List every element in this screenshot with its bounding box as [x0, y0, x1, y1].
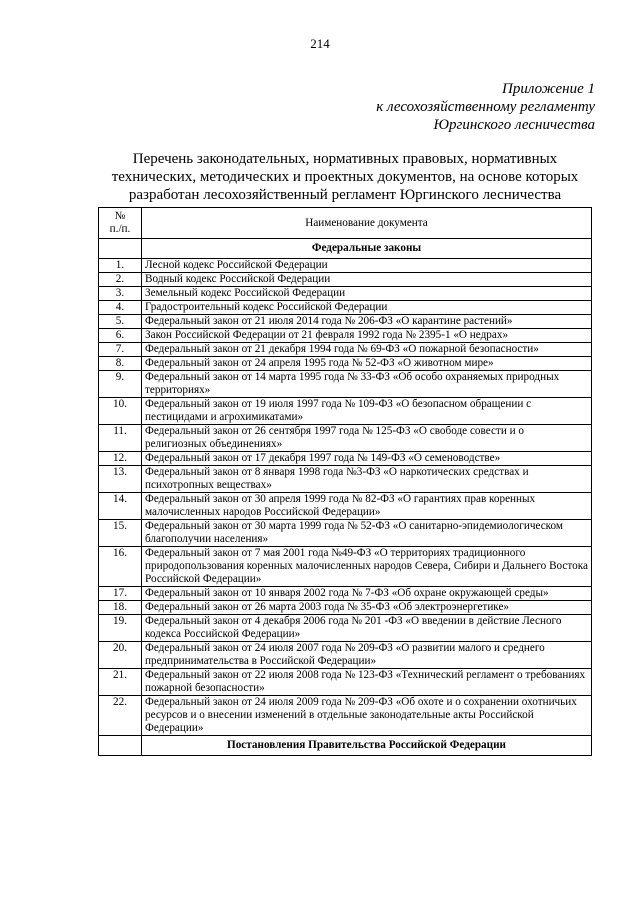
section-title: Постановления Правительства Российской Федерации — [142, 736, 592, 756]
table-row — [99, 696, 592, 736]
document-name: Федеральный закон от 24 июля 2007 года № 209-ФЗ «О развитии малого и среднего предпринимательства в Российской Федерации» — [142, 642, 592, 669]
row-number: 14. — [99, 493, 142, 520]
row-number: 11. — [99, 425, 142, 452]
table-body — [99, 239, 592, 756]
section-number-cell — [99, 239, 142, 259]
table-row — [99, 452, 592, 466]
title-line-2: технических, методических и проектных документов, на основе которых — [111, 169, 579, 185]
table-row — [99, 601, 592, 615]
column-header-name: Наименование документа — [142, 208, 592, 239]
table-header-row — [99, 208, 592, 239]
document-name: Федеральный закон от 30 марта 1999 года № 52-ФЗ «О санитарно-эпидемиологическом благополучии населения» — [142, 520, 592, 547]
section-row-government-decrees — [99, 736, 592, 756]
document-name: Федеральный закон от 4 декабря 2006 года № 201 -ФЗ «О введении в действие Лесного кодекса Российской Федерации» — [142, 615, 592, 642]
document-name: Федеральный закон от 24 апреля 1995 года № 52-ФЗ «О животном мире» — [142, 357, 592, 371]
document-name: Федеральный закон от 7 мая 2001 года №49-ФЗ «О территориях традиционного природопользования коренных малочисленных народов Севера, Сибири и Дальнего Востока Российской Федерации» — [142, 547, 592, 587]
appendix-line-3: Юргинского лесничества — [433, 117, 595, 133]
section-row-federal-laws — [99, 239, 592, 259]
appendix-note — [376, 80, 595, 134]
row-number: 2. — [99, 273, 142, 287]
document-name: Федеральный закон от 14 марта 1995 года № 33-ФЗ «Об особо охраняемых природных территориях» — [142, 371, 592, 398]
document-name: Лесной кодекс Российской Федерации — [142, 259, 592, 273]
row-number: 15. — [99, 520, 142, 547]
row-number: 20. — [99, 642, 142, 669]
table-row — [99, 371, 592, 398]
section-title: Федеральные законы — [142, 239, 592, 259]
document-name: Закон Российской Федерации от 21 февраля 1992 года № 2395-1 «О недрах» — [142, 329, 592, 343]
document-name: Водный кодекс Российской Федерации — [142, 273, 592, 287]
table-row — [99, 466, 592, 493]
title-line-1: Перечень законодательных, нормативных правовых, нормативных — [132, 151, 558, 167]
document-name: Федеральный закон от 17 декабря 1997 года № 149-ФЗ «О семеноводстве» — [142, 452, 592, 466]
document-name: Федеральный закон от 26 сентября 1997 года № 125-ФЗ «О свободе совести и о религиозных объединениях» — [142, 425, 592, 452]
row-number: 19. — [99, 615, 142, 642]
row-number: 12. — [99, 452, 142, 466]
appendix-line-2: к лесохозяйственному регламенту — [376, 99, 595, 115]
row-number: 22. — [99, 696, 142, 736]
document-name: Федеральный закон от 21 декабря 1994 года № 69-ФЗ «О пожарной безопасности» — [142, 343, 592, 357]
document-name: Градостроительный кодекс Российской Федерации — [142, 301, 592, 315]
table-row — [99, 329, 592, 343]
row-number: 5. — [99, 315, 142, 329]
column-header-number-line-1: № — [114, 210, 126, 222]
column-header-number-line-2: п./п. — [109, 223, 131, 235]
document-name: Федеральный закон от 10 января 2002 года № 7-ФЗ «Об охране окружающей среды» — [142, 587, 592, 601]
row-number: 7. — [99, 343, 142, 357]
document-name: Земельный кодекс Российской Федерации — [142, 287, 592, 301]
row-number: 6. — [99, 329, 142, 343]
table-row — [99, 343, 592, 357]
row-number: 9. — [99, 371, 142, 398]
table-row — [99, 273, 592, 287]
title-line-3: разработан лесохозяйственный регламент Юргинского лесничества — [128, 187, 562, 203]
row-number: 13. — [99, 466, 142, 493]
document-name: Федеральный закон от 19 июля 1997 года № 109-ФЗ «О безопасном обращении с пестицидами и агрохимикатами» — [142, 398, 592, 425]
table-row — [99, 520, 592, 547]
document-name: Федеральный закон от 8 января 1998 года №3-ФЗ «О наркотических средствах и психотропных веществах» — [142, 466, 592, 493]
table-row — [99, 615, 592, 642]
table-row — [99, 398, 592, 425]
row-number: 8. — [99, 357, 142, 371]
table-row — [99, 669, 592, 696]
table-row — [99, 301, 592, 315]
column-header-number — [99, 208, 142, 239]
document-title — [98, 150, 592, 204]
document-name: Федеральный закон от 30 апреля 1999 года № 82-ФЗ «О гарантиях прав коренных малочисленных народов Российской Федерации» — [142, 493, 592, 520]
row-number: 1. — [99, 259, 142, 273]
appendix-line-1: Приложение 1 — [502, 81, 595, 97]
table-row — [99, 357, 592, 371]
documents-table — [98, 207, 592, 756]
table-row — [99, 642, 592, 669]
table-row — [99, 493, 592, 520]
page-number: 214 — [310, 36, 330, 51]
document-name: Федеральный закон от 21 июля 2014 года № 206-ФЗ «О карантине растений» — [142, 315, 592, 329]
table-row — [99, 425, 592, 452]
row-number: 16. — [99, 547, 142, 587]
section-number-cell — [99, 736, 142, 756]
row-number: 4. — [99, 301, 142, 315]
row-number: 18. — [99, 601, 142, 615]
table-row — [99, 547, 592, 587]
document-name: Федеральный закон от 22 июля 2008 года № 123-ФЗ «Технический регламент о требованиях пожарной безопасности» — [142, 669, 592, 696]
row-number: 17. — [99, 587, 142, 601]
row-number: 3. — [99, 287, 142, 301]
table-row — [99, 287, 592, 301]
table-row — [99, 587, 592, 601]
row-number: 10. — [99, 398, 142, 425]
document-name: Федеральный закон от 24 июля 2009 года № 209-ФЗ «Об охоте и о сохранении охотничьих ресурсов и о внесении изменений в отдельные законодательные акты Российской Федерации» — [142, 696, 592, 736]
document-name: Федеральный закон от 26 марта 2003 года № 35-ФЗ «Об электроэнергетике» — [142, 601, 592, 615]
row-number: 21. — [99, 669, 142, 696]
table-row — [99, 259, 592, 273]
table-row — [99, 315, 592, 329]
